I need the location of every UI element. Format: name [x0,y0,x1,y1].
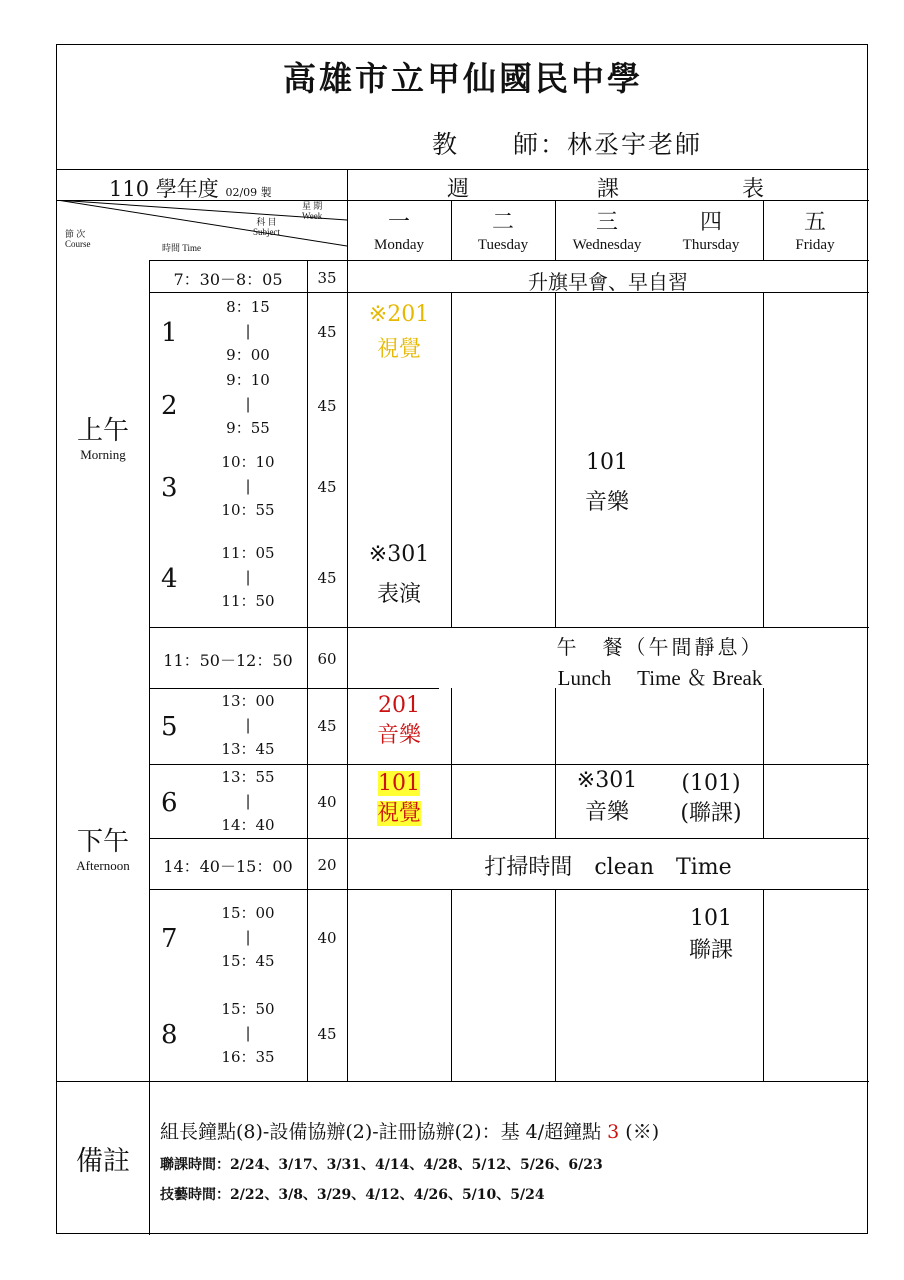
corner-time-zh: 時間 [162,243,181,253]
period-time [218,689,278,761]
school-title: 高雄市立甲仙國民中學 [283,59,643,98]
period-mins: 45 [317,397,337,415]
flag-time: 7：30－8：05 [173,270,283,289]
class-code: ※201 [368,302,430,327]
class-mon-p1 [347,297,451,367]
rule [763,889,764,1081]
rule [451,889,452,1081]
start-time: 13：00 [221,692,275,710]
class-subject-wrap [347,799,451,829]
period-number: 4 [161,564,178,594]
class-code: 101 [378,771,420,796]
end-time: 9：00 [226,346,270,364]
time-sep: | [245,568,251,586]
class-wed-p6 [555,765,659,829]
rule [307,260,308,1081]
class-mon-p4 [347,537,451,612]
day-fri-en: Friday [795,237,835,253]
lunch-mins: 60 [317,650,337,668]
clean-mins: 20 [317,856,337,874]
lunch-zh: 午 餐（午間靜息） [556,635,764,659]
period-time [218,295,278,367]
clean-time: 14：40－15：00 [163,857,293,876]
notes-overtime-count: 3 [607,1121,620,1143]
period-time [218,901,278,973]
class-thu-p6 [659,769,763,829]
rule [149,889,869,890]
class-subject: 聯課 [688,938,733,963]
clean-text: 打掃時間 clean Time [484,855,732,880]
day-tue: 二 [491,210,514,235]
period-mins: 45 [317,323,337,341]
notes-line-2: 聯課時間：2/24、3/17、3/31、4/14、4/28、5/12、5/26、6/23 [160,1157,603,1173]
end-time: 11：50 [221,592,275,610]
start-time: 8：15 [226,298,270,316]
rule [57,169,869,170]
week-heading-2: 課 [597,177,620,202]
class-code: (101) [681,771,741,796]
corner-course-zh: 節 次 [65,229,86,239]
notes-line-1 [160,1117,659,1144]
corner-week-zh: 星 期 [302,201,323,211]
time-sep: | [245,477,251,495]
rule [57,1081,869,1082]
corner-course-en: Course [65,239,91,249]
class-code: 201 [378,693,420,718]
day-mon: 一 [387,210,410,235]
rule [451,688,452,838]
class-subject: (聯課) [680,801,742,826]
corner-subject-zh: 科 目 [256,217,277,227]
class-code: ※301 [368,542,430,567]
class-subject: 音樂 [376,723,421,748]
period-mins: 45 [317,1025,337,1043]
class-code: 101 [586,450,628,475]
end-time: 16：35 [221,1048,275,1066]
school-year [109,173,272,203]
start-time: 11：05 [221,544,275,562]
teacher-name: 林丞宇老師 [567,130,703,159]
period-number: 1 [161,318,178,348]
period-number: 6 [161,788,178,818]
class-subject: 音樂 [584,490,629,515]
time-sep: | [245,395,251,413]
end-time: 14：40 [221,816,275,834]
corner-subject [253,217,280,237]
notes-label: 備註 [76,1146,130,1177]
start-time: 13：55 [221,768,275,786]
day-thu: 四 [699,210,722,235]
class-code-wrap [347,769,451,799]
end-time: 9：55 [226,419,270,437]
period-number: 8 [161,1020,178,1050]
start-time: 15：50 [221,1000,275,1018]
lunch-en: Lunch Time ＆ Break [557,666,763,690]
rule [149,260,150,1235]
class-mon-p5 [347,691,451,751]
afternoon-label [57,821,149,874]
flag-mins: 35 [317,269,337,287]
class-subject: 音樂 [584,800,629,825]
end-time: 13：45 [221,740,275,758]
start-time: 9：10 [226,371,270,389]
period-mins: 45 [317,717,337,735]
rule [149,627,869,628]
rule [555,889,556,1081]
made-date: 02/09 製 [225,186,272,199]
timetable-frame [56,44,868,1234]
week-heading-3: 表 [742,177,765,202]
day-wed: 三 [595,210,618,235]
corner-time-en: Time [182,243,201,253]
start-time: 10：10 [221,453,275,471]
corner-week-en: Week [302,211,323,221]
rule [763,688,764,838]
afternoon-zh: 下午 [76,827,129,857]
rule [149,688,439,689]
morning-label [57,410,149,463]
period-number: 3 [161,473,178,503]
rule [149,260,869,261]
period-mins: 40 [317,793,337,811]
notes-line-1-text: 組長鐘點(8)-設備協辦(2)-註冊協辦(2)：基 4/超鐘點 [160,1121,608,1143]
start-time: 15：00 [221,904,275,922]
end-time: 15：45 [221,952,275,970]
class-subject: 視覺 [376,337,421,362]
period-mins: 45 [317,478,337,496]
period-mins: 40 [317,929,337,947]
teacher-line [432,125,702,161]
flag-text: 升旗早會、早自習 [528,270,688,294]
class-subject: 視覺 [376,801,421,826]
lunch-time: 11：50－12：50 [163,651,293,670]
period-time [218,997,278,1069]
class-thu-p7 [659,903,763,967]
time-sep: | [245,928,251,946]
class-mon-p6 [347,769,451,829]
time-sep: | [245,716,251,734]
corner-week [302,201,322,221]
time-sep: | [245,322,251,340]
school-year-label: 110 學年度 [109,177,219,201]
end-time: 10：55 [221,501,275,519]
class-wed-p3 [555,445,659,520]
class-subject: 表演 [376,582,421,607]
day-thu-en: Thursday [682,237,740,253]
day-tue-en: Tuesday [477,237,529,253]
morning-zh: 上午 [76,416,129,446]
notes-line-3: 技藝時間：2/22、3/8、3/29、4/12、4/26、5/10、5/24 [160,1187,545,1203]
period-time [218,450,278,522]
class-code: ※301 [576,768,638,793]
period-number: 2 [161,391,178,421]
time-sep: | [245,792,251,810]
period-time [218,765,278,837]
day-mon-en: Monday [374,237,424,253]
class-code: 101 [690,906,732,931]
morning-en: Morning [80,447,126,462]
time-sep: | [245,1024,251,1042]
period-number: 7 [161,924,178,954]
corner-subject-en: Subject [253,227,280,237]
rule [763,292,764,627]
afternoon-en: Afternoon [76,858,130,873]
teacher-label: 教 師： [432,130,568,159]
week-heading-1: 週 [447,177,470,202]
day-wed-en: Wednesday [572,237,642,253]
day-fri: 五 [803,210,826,235]
period-number: 5 [161,712,178,742]
notes-line-1-mark: (※) [619,1121,660,1143]
rule [451,292,452,627]
rule [149,838,869,839]
corner-time [162,241,201,254]
period-time [218,368,278,440]
period-mins: 45 [317,569,337,587]
corner-course [65,229,91,249]
period-time [218,541,278,613]
